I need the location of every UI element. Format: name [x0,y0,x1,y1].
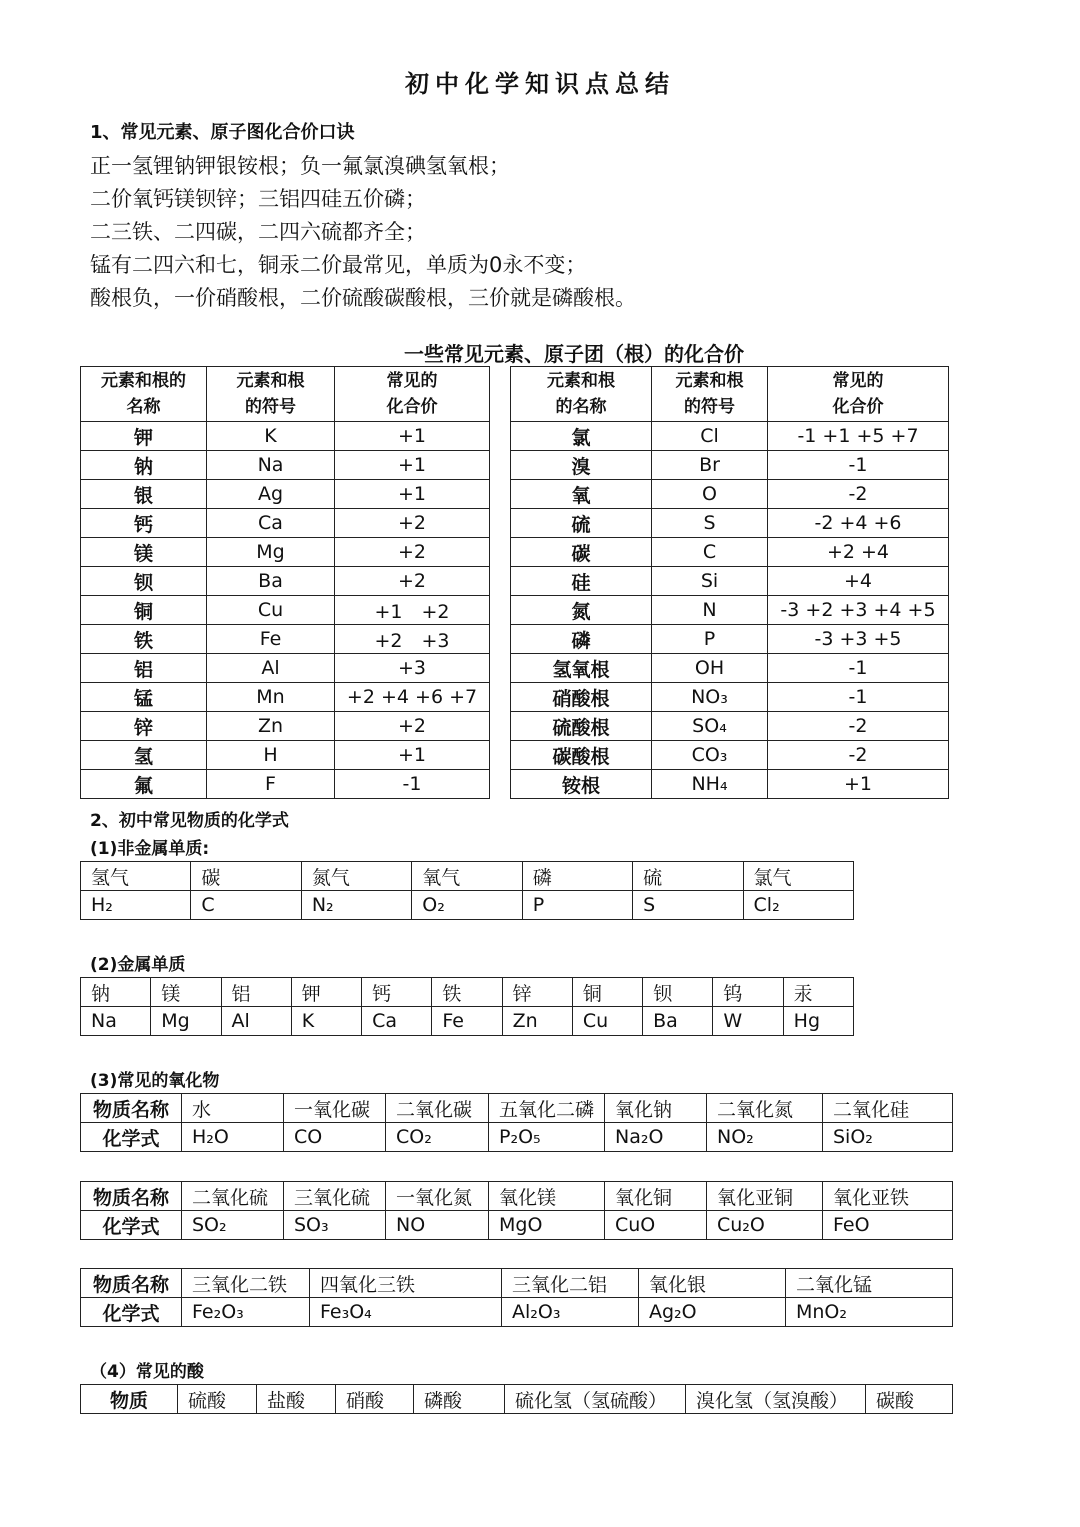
substance-name-cell: 氧气 [412,862,522,891]
element-valence: +1 +2 [335,596,490,625]
valence-row [81,741,949,770]
oxide-table-3 [80,1268,953,1327]
element-name-right: 硅 [511,567,652,596]
formula-cell: P₂O₅ [489,1123,605,1152]
element-symbol-right: P [652,625,768,654]
formula-cell: K [291,1007,361,1036]
element-symbol: H [207,741,335,770]
element-valence-right: -1 [768,451,949,480]
element-valence-right: -2 [768,741,949,770]
formula-cell: MnO₂ [786,1298,953,1327]
mnemonic-line-5: 酸根负，一价硝酸根，二价硫酸碳酸根，三价就是磷酸根。 [90,286,636,310]
valence-row [81,770,949,799]
metal-formula-row [81,1007,854,1036]
oxide-table-1 [80,1093,953,1152]
formula-cell: N₂ [301,891,411,920]
acids-label: （4）常见的酸 [90,1362,204,1382]
valence-row [81,509,949,538]
substance-name-cell: 盐酸 [257,1385,336,1414]
substance-name-cell: 水 [182,1094,284,1123]
table-gap [490,654,511,683]
substance-name-cell: 碳 [191,862,301,891]
row-label-formula: 化学式 [81,1298,182,1327]
element-valence: +2 [335,567,490,596]
element-symbol: Ag [207,480,335,509]
element-symbol: Ca [207,509,335,538]
substance-name-cell: 铜 [572,978,642,1007]
formula-cell: Cl₂ [743,891,853,920]
substance-name-cell: 氧化铜 [605,1182,707,1211]
element-name: 钡 [81,567,207,596]
element-symbol-right: CO₃ [652,741,768,770]
substance-name-cell: 一氧化碳 [284,1094,386,1123]
table-gap [490,596,511,625]
element-symbol-right: Br [652,451,768,480]
formula-cell: SiO₂ [823,1123,953,1152]
element-valence-right: -1 +1 +5 +7 [768,422,949,451]
oxide-1-name-row [81,1094,953,1123]
valence-table [80,366,949,799]
formula-cell: Ca [362,1007,432,1036]
header-valence: 常见的 化合价 [335,367,490,422]
element-name-right: 溴 [511,451,652,480]
element-valence-right: -2 [768,712,949,741]
substance-name-cell: 氧化银 [639,1269,786,1298]
formula-cell: Mg [151,1007,221,1036]
formula-cell: NO₂ [707,1123,823,1152]
element-valence: +1 [335,741,490,770]
substance-name-cell: 四氧化三铁 [310,1269,502,1298]
element-name-right: 硫酸根 [511,712,652,741]
mnemonic-line-2: 二价氧钙镁钡锌；三铝四硅五价磷； [90,187,426,211]
header-name: 元素和根的 名称 [81,367,207,422]
formula-cell: Al₂O₃ [502,1298,639,1327]
element-symbol-right: NH₄ [652,770,768,799]
element-valence-right: -3 +2 +3 +4 +5 [768,596,949,625]
formula-cell: H₂ [81,891,191,920]
element-valence-right: -2 +4 +6 [768,509,949,538]
substance-name-cell: 镁 [151,978,221,1007]
header-symbol-right: 元素和根 的符号 [652,367,768,422]
formula-cell: Fe [432,1007,502,1036]
valence-row [81,683,949,712]
substance-name-cell: 五氧化二磷 [489,1094,605,1123]
element-valence: +1 [335,480,490,509]
valence-row [81,480,949,509]
element-symbol: Cu [207,596,335,625]
substance-name-cell: 硫酸 [178,1385,257,1414]
element-symbol-right: NO₃ [652,683,768,712]
element-valence: +3 [335,654,490,683]
formula-cell: O₂ [412,891,522,920]
mnemonic-line-3: 二三铁、二四碳，二四六硫都齐全； [90,220,426,244]
formula-cell: CuO [605,1211,707,1240]
element-name-right: 碳 [511,538,652,567]
formula-cell: Fe₂O₃ [182,1298,310,1327]
element-name: 铁 [81,625,207,654]
substance-name-cell: 硝酸 [336,1385,414,1414]
element-name-right: 氢氧根 [511,654,652,683]
substance-name-cell: 磷 [522,862,632,891]
substance-name-cell: 溴化氢（氢溴酸） [686,1385,866,1414]
formula-cell: NO [386,1211,489,1240]
table-gap [490,567,511,596]
element-symbol-right: Cl [652,422,768,451]
metal-label: (2)金属单质 [90,955,186,975]
element-symbol: Ba [207,567,335,596]
valence-table-caption: 一些常见元素、原子团（根）的化合价 [404,342,744,366]
formula-cell: Zn [502,1007,572,1036]
formula-cell: S [633,891,743,920]
table-gap [490,770,511,799]
element-symbol: Al [207,654,335,683]
substance-name-cell: 氮气 [301,862,411,891]
element-valence-right: +4 [768,567,949,596]
substance-name-cell: 三氧化硫 [284,1182,386,1211]
formula-cell: Ba [643,1007,713,1036]
table-gap [490,741,511,770]
substance-name-cell: 氧化亚铁 [823,1182,953,1211]
formula-cell: FeO [823,1211,953,1240]
substance-name-cell: 三氧化二铁 [182,1269,310,1298]
element-name-right: 碳酸根 [511,741,652,770]
table-gap [490,509,511,538]
table-gap [490,625,511,654]
element-valence-right: -1 [768,654,949,683]
element-valence: +2 +4 +6 +7 [335,683,490,712]
section1-heading: 1、常见元素、原子图化合价口诀 [90,122,355,143]
formula-cell: CO [284,1123,386,1152]
row-label-formula: 化学式 [81,1211,182,1240]
element-symbol: Mn [207,683,335,712]
table-gap [490,451,511,480]
valence-table-header [81,367,949,422]
formula-cell: Hg [783,1007,853,1036]
substance-name-cell: 二氧化碳 [386,1094,489,1123]
formula-cell: Cu₂O [707,1211,823,1240]
substance-name-cell: 钨 [713,978,783,1007]
element-symbol: Fe [207,625,335,654]
substance-name-cell: 氯气 [743,862,853,891]
element-name: 铜 [81,596,207,625]
element-name: 锰 [81,683,207,712]
element-valence: +2 [335,509,490,538]
substance-name-cell: 氧化亚铜 [707,1182,823,1211]
row-label-formula: 化学式 [81,1123,182,1152]
formula-cell: CO₂ [386,1123,489,1152]
element-valence-right: -3 +3 +5 [768,625,949,654]
element-name-right: 铵根 [511,770,652,799]
element-name-right: 磷 [511,625,652,654]
formula-cell: Na₂O [605,1123,707,1152]
element-valence: +2 [335,538,490,567]
substance-name-cell: 硫化氢（氢硫酸） [505,1385,686,1414]
element-name: 钠 [81,451,207,480]
oxide-2-name-row [81,1182,953,1211]
acid-table [80,1384,953,1414]
row-label: 物质 [81,1385,178,1414]
substance-name-cell: 钾 [291,978,361,1007]
formula-cell: Al [221,1007,291,1036]
substance-name-cell: 二氧化氮 [707,1094,823,1123]
valence-row [81,538,949,567]
oxide-3-formula-row [81,1298,953,1327]
element-valence: +1 [335,422,490,451]
formula-cell: SO₃ [284,1211,386,1240]
mnemonic-line-1: 正一氢锂钠钾银铵根；负一氟氯溴碘氢氧根； [90,154,510,178]
formula-cell: Na [81,1007,151,1036]
substance-name-cell: 二氧化硅 [823,1094,953,1123]
element-symbol-right: SO₄ [652,712,768,741]
element-symbol: Zn [207,712,335,741]
metal-name-row [81,978,854,1007]
table-gap [490,367,511,422]
substance-name-cell: 氧化钠 [605,1094,707,1123]
section2-heading: 2、初中常见物质的化学式 [90,811,289,831]
formula-cell: Ag₂O [639,1298,786,1327]
element-valence: +2 [335,712,490,741]
valence-row [81,625,949,654]
header-name-right: 元素和根 的名称 [511,367,652,422]
element-name-right: 硫 [511,509,652,538]
element-valence-right: +2 +4 [768,538,949,567]
substance-name-cell: 碳酸 [866,1385,953,1414]
element-name: 氟 [81,770,207,799]
element-symbol-right: C [652,538,768,567]
substance-name-cell: 氧化镁 [489,1182,605,1211]
substance-name-cell: 铁 [432,978,502,1007]
element-name: 锌 [81,712,207,741]
element-symbol-right: N [652,596,768,625]
formula-cell: MgO [489,1211,605,1240]
nonmetal-formula-row [81,891,854,920]
element-valence-right: -2 [768,480,949,509]
formula-cell: Fe₃O₄ [310,1298,502,1327]
mnemonic-line-4: 锰有二四六和七，铜汞二价最常见，单质为0永不变； [90,253,587,277]
formula-cell: H₂O [182,1123,284,1152]
header-valence-right: 常见的 化合价 [768,367,949,422]
table-gap [490,538,511,567]
element-valence-right: -1 [768,683,949,712]
valence-row [81,451,949,480]
valence-row [81,596,949,625]
element-symbol-right: Si [652,567,768,596]
substance-name-cell: 二氧化锰 [786,1269,953,1298]
valence-row [81,712,949,741]
formula-cell: Cu [572,1007,642,1036]
row-label-name: 物质名称 [81,1182,182,1211]
element-name: 镁 [81,538,207,567]
element-name: 钾 [81,422,207,451]
formula-cell: C [191,891,301,920]
element-name: 氢 [81,741,207,770]
element-symbol: K [207,422,335,451]
element-symbol: Mg [207,538,335,567]
valence-row [81,567,949,596]
substance-name-cell: 一氧化氮 [386,1182,489,1211]
page-title: 初中化学知识点总结 [405,70,675,98]
table-gap [490,480,511,509]
element-name: 铝 [81,654,207,683]
element-name-right: 氧 [511,480,652,509]
formula-cell: W [713,1007,783,1036]
substance-name-cell: 锌 [502,978,572,1007]
substance-name-cell: 磷酸 [414,1385,505,1414]
metal-table [80,977,854,1036]
element-symbol-right: O [652,480,768,509]
header-symbol: 元素和根 的符号 [207,367,335,422]
nonmetal-label: (1)非金属单质: [90,839,210,859]
substance-name-cell: 三氧化二铝 [502,1269,639,1298]
element-valence: -1 [335,770,490,799]
table-gap [490,712,511,741]
element-symbol-right: OH [652,654,768,683]
element-name-right: 氯 [511,422,652,451]
oxide-2-formula-row [81,1211,953,1240]
row-label-name: 物质名称 [81,1269,182,1298]
element-name: 银 [81,480,207,509]
element-valence-right: +1 [768,770,949,799]
valence-row [81,422,949,451]
substance-name-cell: 氢气 [81,862,191,891]
oxide-3-name-row [81,1269,953,1298]
element-name: 钙 [81,509,207,538]
element-name-right: 氮 [511,596,652,625]
substance-name-cell: 硫 [633,862,743,891]
substance-name-cell: 汞 [783,978,853,1007]
acid-name-row [81,1385,953,1414]
substance-name-cell: 钠 [81,978,151,1007]
oxides-label: (3)常见的氧化物 [90,1071,220,1091]
element-valence: +2 +3 [335,625,490,654]
nonmetal-name-row [81,862,854,891]
element-symbol: F [207,770,335,799]
oxide-table-2 [80,1181,953,1240]
element-symbol: Na [207,451,335,480]
table-gap [490,422,511,451]
valence-row [81,654,949,683]
substance-name-cell: 铝 [221,978,291,1007]
nonmetal-table [80,861,854,920]
element-symbol-right: S [652,509,768,538]
formula-cell: P [522,891,632,920]
element-name-right: 硝酸根 [511,683,652,712]
row-label-name: 物质名称 [81,1094,182,1123]
substance-name-cell: 钡 [643,978,713,1007]
element-valence: +1 [335,451,490,480]
oxide-1-formula-row [81,1123,953,1152]
substance-name-cell: 二氧化硫 [182,1182,284,1211]
formula-cell: SO₂ [182,1211,284,1240]
table-gap [490,683,511,712]
substance-name-cell: 钙 [362,978,432,1007]
